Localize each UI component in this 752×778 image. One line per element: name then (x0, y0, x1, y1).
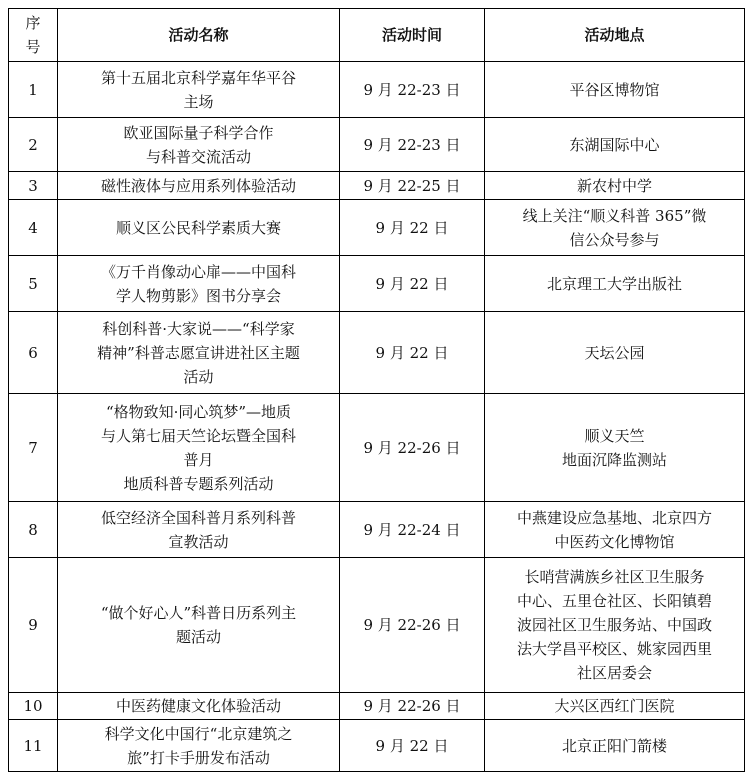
header-time: 活动时间 (340, 9, 485, 62)
cell-name: 科创科普·大家说——“科学家 精神”科普志愿宣讲进社区主题 活动 (58, 312, 340, 394)
cell-seq: 2 (9, 118, 58, 172)
header-name: 活动名称 (58, 9, 340, 62)
cell-seq: 11 (9, 720, 58, 772)
table-row (9, 502, 745, 558)
cell-time: 9 月 22-25 日 (340, 172, 485, 200)
cell-seq: 4 (9, 200, 58, 256)
cell-place: 大兴区西红门医院 (485, 693, 745, 720)
cell-seq: 5 (9, 256, 58, 312)
table-row (9, 720, 745, 772)
cell-seq: 10 (9, 693, 58, 720)
table-row (9, 118, 745, 172)
cell-time: 9 月 22-26 日 (340, 394, 485, 502)
cell-place: 中燕建设应急基地、北京四方 中医药文化博物馆 (485, 502, 745, 558)
cell-time: 9 月 22 日 (340, 312, 485, 394)
cell-place: 天坛公园 (485, 312, 745, 394)
table-row (9, 200, 745, 256)
header-place: 活动地点 (485, 9, 745, 62)
table-row (9, 62, 745, 118)
cell-name: 低空经济全国科普月系列科普 宣教活动 (58, 502, 340, 558)
cell-name: 磁性液体与应用系列体验活动 (58, 172, 340, 200)
cell-place: 顺义天竺 地面沉降监测站 (485, 394, 745, 502)
table-row (9, 172, 745, 200)
cell-time: 9 月 22 日 (340, 720, 485, 772)
cell-time: 9 月 22-26 日 (340, 693, 485, 720)
cell-name: 第十五届北京科学嘉年华平谷 主场 (58, 62, 340, 118)
cell-seq: 1 (9, 62, 58, 118)
cell-place: 平谷区博物馆 (485, 62, 745, 118)
cell-time: 9 月 22-23 日 (340, 118, 485, 172)
table-row (9, 312, 745, 394)
activity-table-container (8, 8, 745, 772)
cell-name: 顺义区公民科学素质大赛 (58, 200, 340, 256)
cell-seq: 7 (9, 394, 58, 502)
cell-place: 长哨营满族乡社区卫生服务 中心、五里仓社区、长阳镇碧 波园社区卫生服务站、中国政 法大学昌平校区、姚家园西里 社区居委会 (485, 558, 745, 693)
cell-name: “格物致知·同心筑梦”—地质 与人第七届天竺论坛暨全国科 普月 地质科普专题系列活动 (58, 394, 340, 502)
table-row (9, 693, 745, 720)
table-row (9, 558, 745, 693)
cell-name: “做个好心人”科普日历系列主 题活动 (58, 558, 340, 693)
cell-time: 9 月 22 日 (340, 200, 485, 256)
cell-place: 线上关注“顺义科普 365”微 信公众号参与 (485, 200, 745, 256)
cell-place: 北京理工大学出版社 (485, 256, 745, 312)
cell-seq: 8 (9, 502, 58, 558)
cell-time: 9 月 22-24 日 (340, 502, 485, 558)
table-row (9, 256, 745, 312)
header-seq: 序 号 (9, 9, 58, 62)
table-header-row (9, 9, 745, 62)
cell-seq: 9 (9, 558, 58, 693)
cell-name: 欧亚国际量子科学合作 与科普交流活动 (58, 118, 340, 172)
table-row (9, 394, 745, 502)
cell-time: 9 月 22-26 日 (340, 558, 485, 693)
cell-name: 中医药健康文化体验活动 (58, 693, 340, 720)
cell-seq: 6 (9, 312, 58, 394)
cell-time: 9 月 22 日 (340, 256, 485, 312)
activity-table (8, 8, 745, 772)
cell-place: 新农村中学 (485, 172, 745, 200)
cell-name: 《万千肖像动心扉——中国科 学人物剪影》图书分享会 (58, 256, 340, 312)
cell-place: 东湖国际中心 (485, 118, 745, 172)
cell-name: 科学文化中国行“北京建筑之 旅”打卡手册发布活动 (58, 720, 340, 772)
cell-time: 9 月 22-23 日 (340, 62, 485, 118)
cell-place: 北京正阳门箭楼 (485, 720, 745, 772)
cell-seq: 3 (9, 172, 58, 200)
